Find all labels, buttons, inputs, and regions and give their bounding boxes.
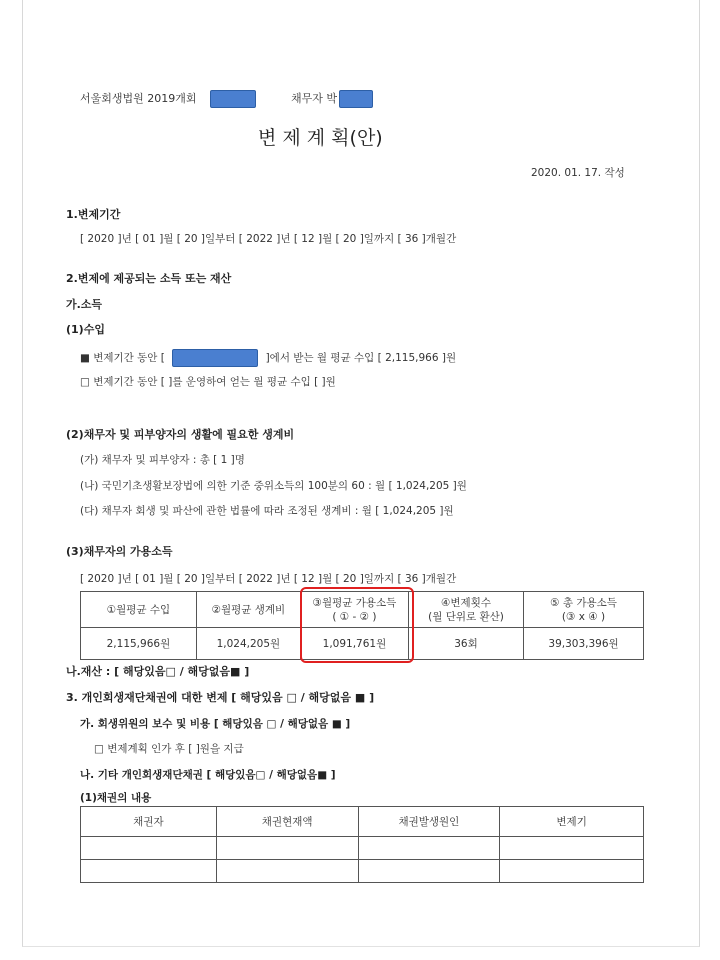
document-date: 2020. 01. 17. 작성 <box>531 167 625 179</box>
table-row <box>81 860 644 883</box>
value-total-available-income: 39,303,396원 <box>524 628 644 660</box>
header-monthly-available-income: ③월평균 가용소득 ( ① - ② ) <box>300 592 408 628</box>
value-monthly-available-income: 1,091,761원 <box>300 628 408 660</box>
header-claim-cause: 채권발생원인 <box>358 807 500 837</box>
header-monthly-living-cost: ②월평균 생계비 <box>196 592 300 628</box>
value-repayment-count: 36회 <box>408 628 523 660</box>
section3-heading: 3. 개인회생재단채권에 대한 변제 [ 해당있음 □ / 해당없음 ■ ] <box>66 691 375 704</box>
income-line-2: □ 변제기간 동안 [ ]를 운영하여 얻는 월 평균 수입 [ ]원 <box>80 376 336 388</box>
claim-content-heading: (1)채권의 내용 <box>80 792 152 804</box>
income-line-1 <box>80 349 456 367</box>
value-monthly-living-cost: 1,024,205원 <box>196 628 300 660</box>
income-subsection: 가.소득 <box>66 298 103 311</box>
debtor-name: 채무자 박 <box>291 92 338 105</box>
repayment-period: [ 2020 ]년 [ 01 ]월 [ 20 ]일부터 [ 2022 ]년 [ 12 ]월 [ 20 ]일까지 [ 36 ]개월간 <box>80 233 457 245</box>
trustee-fee-heading: 가. 회생위원의 보수 및 비용 [ 해당있음 □ / 해당없음 ■ ] <box>80 718 351 730</box>
income-line-1-prefix: ■ 변제기간 동안 [ <box>80 352 165 364</box>
living-cost-a: (가) 채무자 및 피부양자 : 총 [ 1 ]명 <box>80 454 245 466</box>
redacted-case-number <box>210 90 256 108</box>
living-cost-b: (나) 국민기초생활보장법에 의한 기준 중위소득의 100분의 60 : 월 [ 1,024,205 ]원 <box>80 480 467 492</box>
highlight-box <box>300 587 414 663</box>
document-title: 변 제 계 획(안) <box>258 127 383 149</box>
section1-heading: 1.변제기간 <box>66 208 121 221</box>
claim-table <box>80 806 644 883</box>
income-line-1-suffix: ]에서 받는 월 평균 수입 [ 2,115,966 ]원 <box>265 352 457 364</box>
available-income-heading: (3)채무자의 가용소득 <box>66 545 173 558</box>
header-total-available-income: ⑤ 총 가용소득 (③ x ④ ) <box>524 592 644 628</box>
available-income-period: [ 2020 ]년 [ 01 ]월 [ 20 ]일부터 [ 2022 ]년 [ 12 ]월 [ 20 ]일까지 [ 36 ]개월간 <box>80 573 457 585</box>
header-current-claim: 채권현재액 <box>216 807 358 837</box>
trustee-fee-line: □ 변제계획 인가 후 [ ]원을 지급 <box>94 743 244 755</box>
other-claims-heading: 나. 기타 개인회생재단채권 [ 해당있음□ / 해당없음■ ] <box>80 769 336 781</box>
living-cost-heading: (2)채무자 및 피부양자의 생활에 필요한 생계비 <box>66 428 295 441</box>
redacted-debtor-name <box>339 90 373 108</box>
court-case-number: 서울회생법원 2019개회 <box>80 92 197 105</box>
revenue-heading: (1)수입 <box>66 323 105 336</box>
table-row <box>81 837 644 860</box>
redacted-employer <box>172 349 258 367</box>
header-repayment-date: 변제기 <box>500 807 644 837</box>
claim-table-header-row <box>81 807 644 837</box>
header-repayment-count: ④변제횟수 (월 단위로 환산) <box>408 592 523 628</box>
value-monthly-income: 2,115,966원 <box>81 628 197 660</box>
property-line: 나.재산 : [ 해당있음□ / 해당없음■ ] <box>66 665 250 678</box>
living-cost-c: (다) 채무자 회생 및 파산에 관한 법률에 따라 조정된 생계비 : 월 [ 1,024,205 ]원 <box>80 505 454 517</box>
header-creditor: 채권자 <box>81 807 217 837</box>
header-line <box>80 90 373 108</box>
section2-heading: 2.변제에 제공되는 소득 또는 재산 <box>66 272 232 285</box>
header-monthly-income: ①월평균 수입 <box>81 592 197 628</box>
